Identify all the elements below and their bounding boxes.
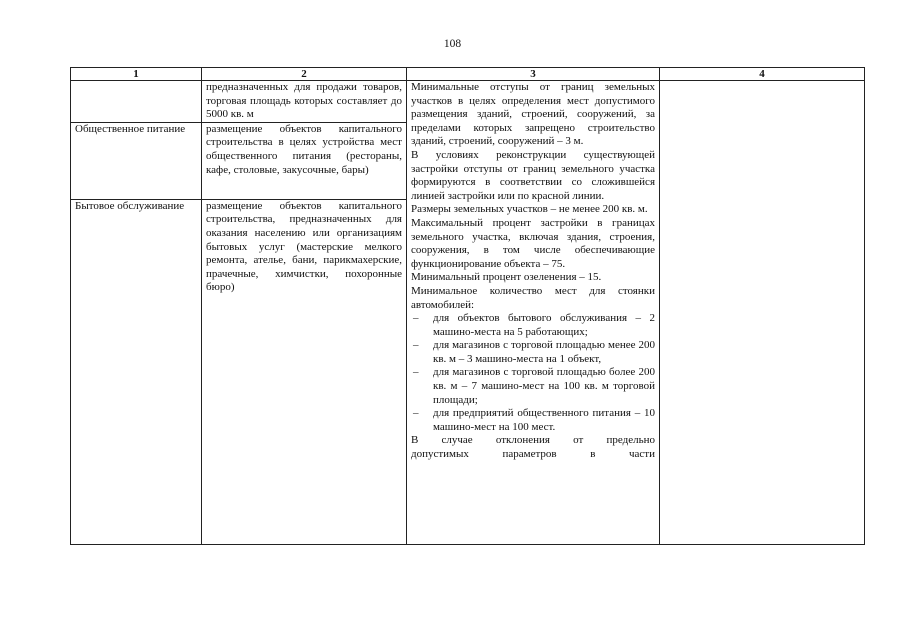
row1-col1 — [71, 81, 202, 123]
plot-size-paragraph: Размеры земельных участков – не менее 200 кв. м. — [411, 203, 648, 216]
header-col-2: 2 — [202, 68, 407, 81]
reconstruction-paragraph: В условиях реконструкции существующей застройки отступы от границ земельного участка формируются в соответствии со сложившейся линией застройки или по красной линии. — [411, 148, 655, 202]
list-item: – для магазинов с торговой площадью менее 200 кв. м – 3 машино-места на 1 объект, — [413, 339, 655, 365]
list-item: – для объектов бытового обслуживания – 2 машино-места на 5 работающих; — [413, 312, 655, 338]
table-row — [71, 81, 865, 123]
catering-label: Общественное питание — [71, 122, 202, 199]
parking-heading: Минимальное количество мест для стоянки автомобилей: — [411, 284, 655, 311]
consumer-services-label: Бытовое обслуживание — [71, 199, 202, 544]
consumer-services-description: размещение объектов капитального строительства, предназначенных для оказания населению или организациям бытовых услуг (мастерские мелкого ремонта, ателье, бани, парикмахерские, прачечные, химчистки, похоронные бюро) — [202, 199, 407, 544]
table-header-row — [71, 68, 865, 81]
header-col-4: 4 — [660, 68, 865, 81]
parking-list — [411, 312, 655, 434]
parameters-cell — [407, 81, 660, 545]
min-greening-paragraph: Минимальный процент озеленения – 15. — [411, 271, 602, 284]
land-use-table — [70, 67, 865, 545]
list-item: – для предприятий общественного питания – 10 машино-мест на 100 мест. — [413, 407, 655, 433]
header-col-3: 3 — [407, 68, 660, 81]
row1-col2-text: предназначенных для продажи товаров, торговая площадь которых составляет до 5000 кв. м — [202, 81, 407, 123]
header-col-1: 1 — [71, 68, 202, 81]
deviation-line-2: допустимых параметров в части — [411, 448, 655, 461]
list-item: – для магазинов с торговой площадью более 200 кв. м – 7 машино-мест на 100 кв. м торговой площади; — [413, 366, 655, 406]
page-number: 108 — [443, 38, 462, 50]
notes-cell — [660, 81, 865, 545]
setback-paragraph: Минимальные отступы от границ земельных участков в целях определения мест допустимого размещения зданий, строений, сооружений, за пределами которых запрещено строительство зданий, строений, сооружений – 3 м. — [411, 81, 655, 148]
deviation-line-1: В случае отклонения от предельно — [411, 434, 655, 447]
max-coverage-paragraph: Максимальный процент застройки в границах земельного участка, включая здания, строения, сооружения, в том числе обеспечивающие функционирование объекта – 75. — [411, 216, 655, 270]
catering-description: размещение объектов капитального строительства в целях устройства мест общественного питания (рестораны, кафе, столовые, закусочные, бары) — [202, 122, 407, 199]
